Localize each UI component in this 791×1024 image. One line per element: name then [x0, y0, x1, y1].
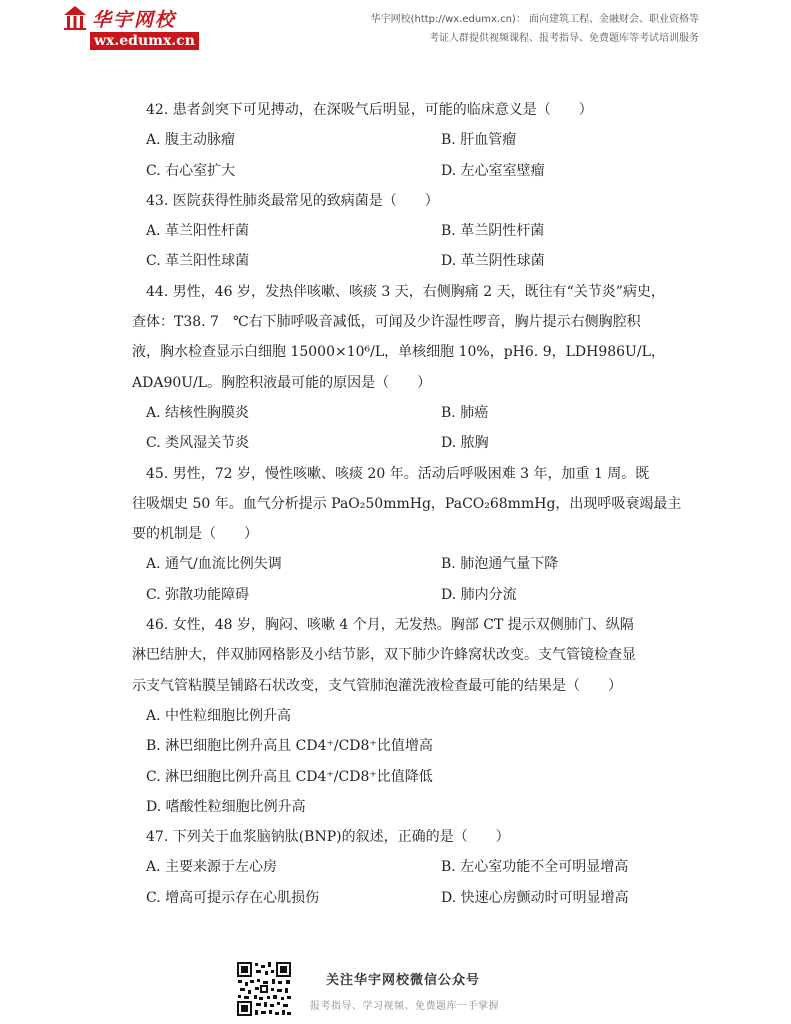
question-44-stem-line-3: 液，胸水检查显示白细胞 15000×10⁶/L，单核细胞 10%，pH6. 9，LDH986U/L，: [132, 344, 665, 361]
header-line-2: 考证人群提供视频课程、报考指导、免费题库等考试培训服务: [429, 33, 699, 44]
question-47-stem: 47. 下列关于血浆脑钠肽(BNP)的叙述，正确的是（ ）: [146, 829, 510, 846]
question-46-stem-line-2: 淋巴结肿大，伴双肺网格影及小结节影，双下肺少许蜂窝状改变。支气管镜检查显: [132, 647, 636, 664]
page-header: [0, 0, 791, 60]
question-47-options-row-2: [146, 883, 666, 913]
question-43-options-row-1: [146, 216, 666, 246]
header-info: [371, 10, 699, 48]
option: B. 肺泡通气量下降: [441, 556, 559, 573]
huayu-logo[interactable]: [62, 6, 202, 50]
question-45-stem-line-1: 45. 男性，72 岁，慢性咳嗽、咳痰 20 年。活动后呼吸困难 3 年，加重 1 周。既: [146, 465, 650, 482]
footer-subtitle: 报考指导、学习视频、免费题库一手掌握: [310, 1001, 499, 1012]
qr-code-icon[interactable]: [236, 961, 292, 1017]
option: A. 结核性胸膜炎: [146, 404, 250, 421]
option: A. 主要来源于左心房: [146, 859, 278, 876]
option: B. 肝血管瘤: [441, 132, 517, 149]
question-44-options-row-2: [146, 428, 666, 458]
question-44-stem-line-1: 44. 男性，46 岁，发热伴咳嗽、咳痰 3 天，右侧胸痛 2 天，既往有“关节炎”病史，: [146, 283, 665, 300]
option: B. 革兰阴性杆菌: [441, 223, 545, 240]
question-42-options-row-2: [146, 156, 666, 186]
question-45-options-row-1: [146, 549, 666, 579]
question-44-stem-line-2: 查体：T38. 7 ℃右下肺呼吸音减低，可闻及少许湿性啰音，胸片提示右侧胸腔积: [132, 314, 641, 331]
option: D. 脓胸: [441, 435, 489, 452]
question-45-stem-line-2: 往吸烟史 50 年。血气分析提示 PaO₂50mmHg，PaCO₂68mmHg，出现呼吸衰竭最主: [132, 495, 682, 512]
question-43-options-row-2: [146, 246, 666, 276]
logo-name: 华宇网校: [92, 8, 177, 31]
option: B. 肺癌: [441, 404, 489, 421]
option: D. 左心室室壁瘤: [441, 162, 545, 179]
question-44-stem-line-4: ADA90U/L。胸腔积液最可能的原因是（ ）: [132, 374, 432, 391]
option: B. 左心室功能不全可明显增高: [441, 859, 629, 876]
option: A. 腹主动脉瘤: [146, 132, 236, 149]
option: C. 增高可提示存在心肌损伤: [146, 889, 320, 906]
option: C. 右心室扩大: [146, 162, 236, 179]
option: D. 革兰阴性球菌: [441, 253, 545, 270]
option: A. 中性粒细胞比例升高: [146, 707, 292, 724]
question-42-options-row-1: [146, 125, 666, 155]
question-45-stem-line-3: 要的机制是（ ）: [132, 526, 258, 543]
option: C. 革兰阳性球菌: [146, 253, 250, 270]
question-43-stem: 43. 医院获得性肺炎最常见的致病菌是（ ）: [146, 192, 439, 209]
option: C. 淋巴细胞比例升高且 CD4⁺/CD8⁺比值降低: [146, 768, 433, 785]
question-content: [132, 95, 682, 913]
question-47-options-row-1: [146, 852, 666, 882]
question-46-stem-line-1: 46. 女性，48 岁，胸闷、咳嗽 4 个月，无发热。胸部 CT 提示双侧肺门、纵隔: [146, 617, 634, 634]
page-footer: [0, 955, 791, 1024]
option: A. 革兰阳性杆菌: [146, 223, 250, 240]
footer-title: 关注华宇网校微信公众号: [326, 973, 481, 988]
option: B. 淋巴细胞比例升高且 CD4⁺/CD8⁺比值增高: [146, 738, 433, 755]
option: D. 快速心房颤动时可明显增高: [441, 889, 629, 906]
building-logo-icon: [62, 5, 88, 31]
option: A. 通气/血流比例失调: [146, 556, 282, 573]
option: C. 类风湿关节炎: [146, 435, 250, 452]
option: C. 弥散功能障碍: [146, 586, 250, 603]
question-45-options-row-2: [146, 580, 666, 610]
question-44-options-row-1: [146, 398, 666, 428]
question-46-stem-line-3: 示支气管粘膜呈铺路石状改变，支气管肺泡灌洗液检查最可能的结果是（ ）: [132, 677, 622, 694]
option: D. 嗜酸性粒细胞比例升高: [146, 798, 306, 815]
option: D. 肺内分流: [441, 586, 517, 603]
question-42-stem: 42. 患者剑突下可见搏动，在深吸气后明显，可能的临床意义是（ ）: [146, 102, 593, 118]
logo-url: wx.edumx.cn: [90, 32, 199, 50]
header-line-1: 华宇网校(http://wx.edumx.cn)： 面向建筑工程、金融财会、职业资格等: [370, 14, 699, 25]
